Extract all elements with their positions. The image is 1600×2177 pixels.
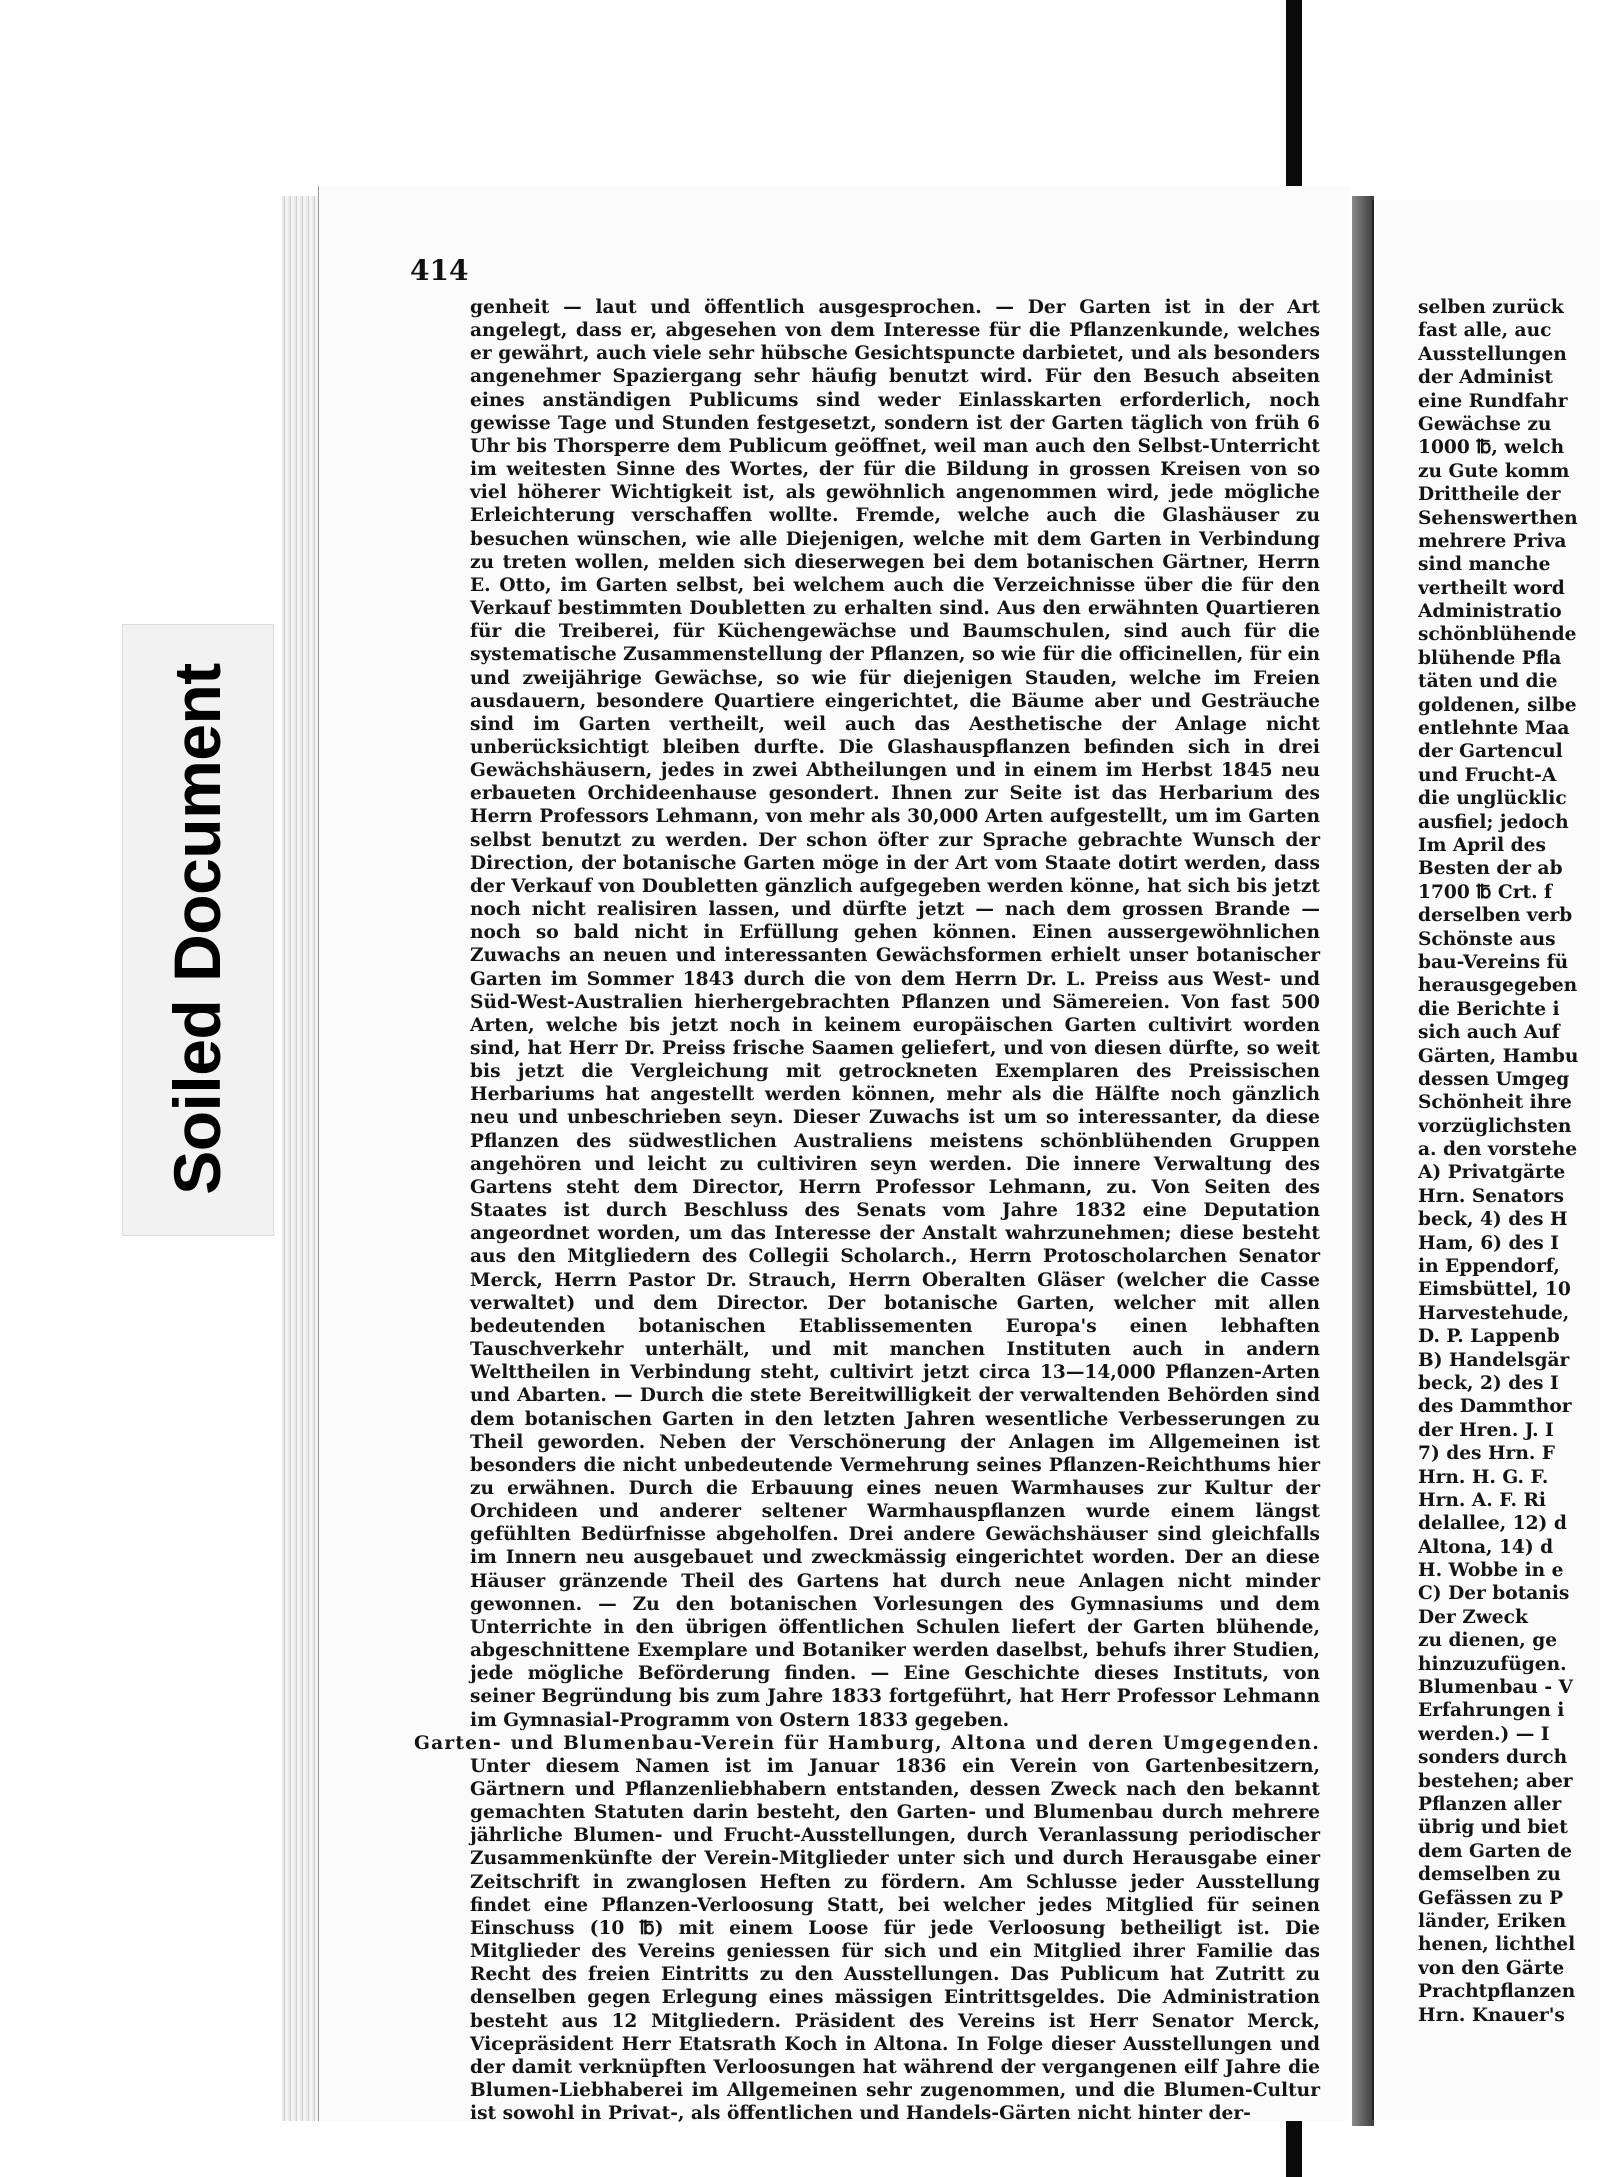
right-page-line: Ausstellungen <box>1418 343 1567 365</box>
right-page-line: des Dammthor <box>1418 1396 1572 1418</box>
right-page-line: Hrn. Knauer's <box>1418 2004 1565 2026</box>
right-page-line: Administratio <box>1418 601 1562 623</box>
right-page-line: werden.) — I <box>1418 1723 1550 1745</box>
right-page-line: die Berichte i <box>1418 998 1560 1020</box>
page-number: 414 <box>410 254 469 287</box>
right-page-line: C) Der botanis <box>1418 1583 1570 1605</box>
right-page-line: Schönste aus <box>1418 928 1556 950</box>
right-page-line: länder, Eriken <box>1418 1910 1567 1932</box>
right-page-line: delallee, 12) d <box>1418 1513 1567 1535</box>
paragraph-garden-society <box>414 1732 1320 2126</box>
right-page-line: blühende Pfla <box>1418 647 1562 669</box>
right-page-line: fast alle, auc <box>1418 320 1552 342</box>
right-page-line: der Hren. J. I <box>1418 1419 1554 1441</box>
right-page-line: Harvestehude, <box>1418 1302 1570 1324</box>
right-page-line: schönblühende <box>1418 624 1577 646</box>
right-page-line: Der Zweck <box>1418 1606 1528 1628</box>
right-page-line: Hrn. Senators <box>1418 1185 1564 1207</box>
right-page-line: sind manche <box>1418 554 1551 576</box>
right-page-line: selben zurück <box>1418 297 1564 318</box>
right-page-line: Hrn. H. G. F. <box>1418 1466 1549 1488</box>
soiled-document-text: Soiled Document <box>160 663 234 1195</box>
right-page-line: Gefässen zu P <box>1418 1887 1564 1909</box>
right-page-line: Eimsbüttel, 10 <box>1418 1279 1571 1301</box>
right-page-line: entlehnte Maa <box>1418 718 1570 740</box>
right-page-line: Gärten, Hambu <box>1418 1045 1579 1067</box>
right-page-line: bau-Vereins fü <box>1418 951 1569 973</box>
right-page-line: eine Rundfahr <box>1418 390 1568 412</box>
right-page-line: der Administ <box>1418 367 1553 389</box>
right-page-line: vorzüglichsten <box>1418 1115 1572 1137</box>
right-page-line: zu dienen, ge <box>1418 1630 1558 1652</box>
section-heading: Garten- und Blumenbau-Verein für Hamburg, Altona und deren Umgegenden. <box>414 1732 1320 1754</box>
right-page-line: derselben verb <box>1418 905 1573 927</box>
right-page-line: a. den vorstehe <box>1418 1139 1578 1161</box>
main-text-column <box>414 296 1320 2125</box>
book-spine-shadow <box>1352 196 1374 2126</box>
right-page-line: Altona, 14) d <box>1418 1536 1554 1558</box>
right-page-line: sonders durch <box>1418 1747 1568 1769</box>
right-page-line: Im April des <box>1418 834 1546 856</box>
right-page-line: in Eppendorf, <box>1418 1256 1560 1278</box>
right-page-line: dem Garten de <box>1418 1840 1572 1862</box>
right-page-line: beck, 4) des H <box>1418 1209 1568 1231</box>
right-page-line: demselben zu <box>1418 1864 1561 1886</box>
right-page-line: Blumenbau - V <box>1418 1677 1573 1699</box>
right-page-line: Erfahrungen i <box>1418 1700 1565 1722</box>
right-page-line: der Gartencul <box>1418 741 1563 763</box>
right-page-line: bestehen; aber <box>1418 1770 1573 1792</box>
right-page-line: mehrere Priva <box>1418 530 1567 552</box>
right-page-line: H. Wobbe in e <box>1418 1560 1564 1582</box>
right-page-line: 1700 ℔ Crt. f <box>1418 881 1553 903</box>
right-page-line: Ham, 6) des I <box>1418 1232 1559 1254</box>
right-page-line: vertheilt word <box>1418 577 1565 599</box>
right-page-line: und Frucht-A <box>1418 764 1557 786</box>
right-page-line: 1000 ℔, welch <box>1418 437 1565 459</box>
right-page-line: beck, 2) des I <box>1418 1372 1559 1394</box>
right-page-line: B) Handelsgär <box>1418 1349 1570 1371</box>
right-page-line: Besten der ab <box>1418 858 1563 880</box>
right-page-line: ausfiel; jedoch <box>1418 811 1569 833</box>
right-page-line: täten und die <box>1418 671 1558 693</box>
right-page-line: henen, lichthel <box>1418 1934 1576 1956</box>
right-page-line: Gewächse zu <box>1418 413 1552 435</box>
right-page-line: herausgegeben <box>1418 975 1578 997</box>
right-page-line: übrig und biet <box>1418 1817 1568 1839</box>
right-page-line: goldenen, silbe <box>1418 694 1577 716</box>
right-page-line: D. P. Lappenb <box>1418 1326 1560 1348</box>
page-stack-edges <box>282 196 322 2121</box>
right-page-line: A) Privatgärte <box>1418 1162 1566 1184</box>
right-page-line: Hrn. A. F. Ri <box>1418 1489 1546 1511</box>
right-page-line: Pflanzen aller <box>1418 1794 1562 1815</box>
right-page-line: Prachtpflanzen <box>1418 1981 1576 2003</box>
right-page-line: hinzuzufügen. <box>1418 1653 1567 1675</box>
paragraph-botanical-garden: genheit — laut und öffentlich ausgesprochen. — Der Garten ist in der Art angelegt, dass er, abgesehen von dem Interesse für die Pflanzenkunde, welches er gewährt, auch viele sehr hübsche Gesichtspuncte darbietet, und als besonders angenehmer Spaziergang sehr häufig benutzt wird. Für den Besuch abseiten eines anständigen Publicums sind weder Einlasskarten erforderlich, noch gewisse Tage und Stunden festgesetzt, sondern ist der Garten täglich von früh 6 Uhr bis Thorsperre dem Publicum geöffnet, weil man auch den Selbst-Unterricht im weitesten Sinne des Wortes, der für die Bildung in grossen Kreisen von so viel höherer Wichtigkeit ist, als gewöhnlich angenommen wird, jede mögliche Erleichterung verschaffen wollte. Fremde, welche auch die Glashäuser zu besuchen wünschen, wie alle Diejenigen, welche mit dem Garten in Verbindung zu treten wollen, melden sich dieserwegen bei dem botanischen Gärtner, Herrn E. Otto, im Garten selbst, bei welchem auch die Verzeichnisse über die für den Verkauf bestimmten Doubletten zu erhalten sind. Aus den erwähnten Quartieren für die Treiberei, für Küchengewächse und Baumschulen, sind auch für die systematische Zusammenstellung der Pflanzen, so wie für die officinellen, für ein und zweijährige Gewächse, so wie für diejenigen Stauden, welche im Freien ausdauern, besondere Quartiere eingerichtet, die Bäume aber und Gesträuche sind im Garten vertheilt, weil auch das Aesthetische der Anlage nicht unberücksichtigt bleiben durfte. Die Glashauspflanzen befinden sich in drei Gewächshäusern, jedes in zwei Abtheilungen und in einem im Herbst 1845 neu erbaueten Orchideenhause gesondert. Ihnen zur Seite ist das Herbarium des Herrn Professors Lehmann, von mehr als 30,000 Arten aufgestellt, um im Garten selbst benutzt zu werden. Der schon öfter zur Sprache gebrachte Wunsch der Direction, der botanische Garten möge in der Art vom Staate dotirt werden, dass der Verkauf von Doubletten gänzlich aufgegeben werden könne, hat sich bis jetzt noch nicht realisiren lassen, und dürfte jetzt — nach dem grossen Brande — noch so bald nicht in Erfüllung gehen können. Einen aussergewöhnlichen Zuwachs an neuen und interessanten Gewächsformen erhielt unser botanischer Garten im Sommer 1843 durch die von dem Herrn Dr. L. Preiss aus West- und Süd-West-Australien hierhergebrachten Pflanzen und Sämereien. Von fast 500 Arten, welche bis jetzt noch in keinem europäischen Garten cultivirt worden sind, hat Herr Dr. Preiss frische Saamen geliefert, und von diesen dürfte, so weit bis jetzt die Vergleichung mit getrockneten Exemplaren des Preissischen Herbariums hat angestellt werden können, mehr als die Hälfte noch gänzlich neu und unbeschrieben seyn. Dieser Zuwachs ist um so interessanter, da diese Pflanzen des südwestlichen Australiens meistens schönblühenden Gruppen angehören und leicht zu cultiviren seyn werden. Die innere Verwaltung des Gartens steht dem Director, Herrn Professor Lehmann, zu. Von Seiten des Staates ist durch Beschluss des Senats vom Jahre 1832 eine Deputation angeordnet worden, um das Interesse der Anstalt wahrzunehmen; diese besteht aus den Mitgliedern des Collegii Scholarch., Herrn Protoscholarchen Senator Merck, Herrn Pastor Dr. Strauch, Herrn Oberalten Gläser (welcher die Casse verwaltet) und dem Director. Der botanische Garten, welcher mit allen bedeutenden botanischen Etablissementen Europa's einen lebhaften Tauschverkehr unterhält, und mit manchen Instituten auch in andern Welttheilen in Verbindung steht, cultivirt jetzt circa 13—14,000 Pflanzen-Arten und Abarten. — Durch die stete Bereitwilligkeit der verwaltenden Behörden sind dem botanischen Garten in den letzten Jahren wesentliche Verbesserungen zu Theil geworden. Neben der Verschönerung der Anlagen im Allgemeinen ist besonders die nicht unbedeutende Vermehrung seines Pflanzen-Reichthums hier zu erwähnen. Durch die Erbauung eines neuen Warmhauses zur Kultur der Orchideen und anderer seltener Warmhauspflanzen wurde einem längst gefühlten Bedürfnisse abgeholfen. Drei andere Gewächshäuser sind gleichfalls im Innern neu ausgebauet und zweckmässig eingerichtet worden. Der an diese Häuser gränzende Theil des Gartens hat durch neue Anlagen nicht minder gewonnen. — Zu den botanischen Vorlesungen des Gymnasiums und dem Unterrichte in den übrigen öffentlichen Schulen liefert der Garten blühende, abgeschnittene Exemplare und Botaniker werden daselbst, behufs ihrer Studien, jede mögliche Beförderung finden. — Eine Geschichte dieses Instituts, von seiner Begründung bis zum Jahre 1833 fortgeführt, hat Herr Professor Lehmann im Gymnasial-Programm von Ostern 1833 gegeben. <box>470 297 1320 1731</box>
right-page-line: dessen Umgeg <box>1418 1068 1570 1090</box>
section-body: Unter diesem Namen ist im Januar 1836 ein Verein von Gartenbesitzern, Gärtnern und Pflanzenliebhabern entstanden, dessen Zweck nach den bekannt gemachten Statuten darin besteht, den Garten- und Blumenbau durch mehrere jährliche Blumen- und Frucht-Ausstellungen, durch Veranlassung periodischer Zusammenkünfte der Verein-Mitglieder unter sich und durch Herausgabe einer Zeitschrift in zwanglosen Heften zu fördern. Am Schlusse jeder Ausstellung findet eine Pflanzen-Verloosung Statt, bei welcher jedes Mitglied für seinen Einschuss (10 ℔) mit einem Loose für jede Verloosung betheiligt ist. Die Mitglieder des Vereins geniessen für sich und ein Mitglied ihrer Familie das Recht des freien Eintritts zu den Ausstellungen. Das Publicum hat Zutritt zu denselben gegen Erlegung eines mässigen Eintrittsgeldes. Die Administration besteht aus 12 Mitgliedern. Präsident des Vereins ist Herr Senator Merck, Vicepräsident Herr Etatsrath Koch in Altona. In Folge dieser Ausstellungen und der damit verknüpften Verloosungen hat während der vergangenen eilf Jahre die Blumen-Liebhaberei im Allgemeinen sehr zugenommen, und die Blumen-Cultur ist sowohl in Privat-, als öffentlichen und Handels-Gärten nicht hinter der- <box>470 1755 1320 2125</box>
right-page-line: die unglücklic <box>1418 788 1567 810</box>
right-page-text <box>1418 296 1600 2027</box>
right-page-line: von den Gärte <box>1418 1957 1565 1979</box>
right-page-line: sich auch Auf <box>1418 1022 1560 1044</box>
right-page-line: Drittheile der <box>1418 484 1561 506</box>
right-page-line: 7) des Hrn. F <box>1418 1443 1556 1465</box>
right-page-line: Sehenswerthen <box>1418 507 1578 529</box>
right-page-line: zu Gute komm <box>1418 460 1570 482</box>
right-page-line: Schönheit ihre <box>1418 1092 1572 1114</box>
